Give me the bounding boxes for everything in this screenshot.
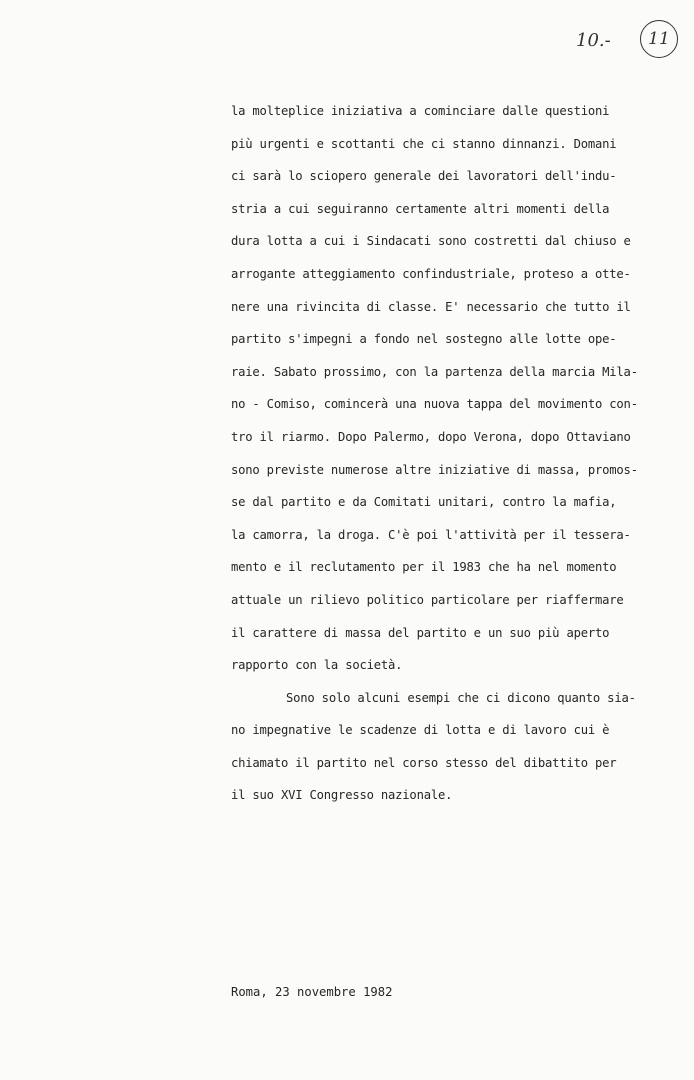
text-line: stria a cui seguiranno certamente altri momenti della <box>231 201 610 216</box>
text-line: partito s'impegni a fondo nel sostegno alle lotte ope- <box>231 332 617 347</box>
date-signature-line: Roma, 23 novembre 1982 <box>231 985 393 999</box>
text-line: Sono solo alcuni esempi che ci dicono quanto sia- <box>286 690 636 705</box>
page-number: 10.- <box>576 30 611 51</box>
text-line: arrogante atteggiamento confindustriale, proteso a otte- <box>231 266 631 281</box>
text-line: attuale un rilievo politico particolare per riaffermare <box>231 592 624 607</box>
text-line: mento e il reclutamento per il 1983 che ha nel momento <box>231 560 617 575</box>
text-line: raie. Sabato prossimo, con la partenza della marcia Mila- <box>231 364 638 379</box>
text-line: il suo XVI Congresso nazionale. <box>231 788 453 803</box>
text-line: no - Comiso, comincerà una nuova tappa del movimento con- <box>231 397 638 412</box>
text-line: chiamato il partito nel corso stesso del dibattito per <box>231 755 617 770</box>
text-line: rapporto con la società. <box>231 658 403 673</box>
text-line: ci sarà lo sciopero generale dei lavoratori dell'indu- <box>231 169 617 184</box>
text-line: dura lotta a cui i Sindacati sono costretti dal chiuso e <box>231 234 631 249</box>
text-line: tro il riarmo. Dopo Palermo, dopo Verona, dopo Ottaviano <box>231 429 631 444</box>
text-line: se dal partito e da Comitati unitari, contro la mafia, <box>231 495 617 510</box>
text-line: la molteplice iniziativa a cominciare dalle questioni <box>231 104 610 118</box>
text-line: la camorra, la droga. C'è poi l'attività per il tessera- <box>231 527 631 542</box>
text-line: no impegnative le scadenze di lotta e di lavoro cui è <box>231 723 610 738</box>
stamp-number: 11 <box>648 29 670 49</box>
text-line: nere una rivincita di classe. E' necessario che tutto il <box>231 299 631 314</box>
circled-page-stamp <box>640 20 678 58</box>
text-line: più urgenti e scottanti che ci stanno dinnanzi. Domani <box>231 136 617 151</box>
text-line: sono previste numerose altre iniziative di massa, promos- <box>231 462 638 477</box>
body-text <box>231 95 638 812</box>
text-line: il carattere di massa del partito e un suo più aperto <box>231 625 610 640</box>
